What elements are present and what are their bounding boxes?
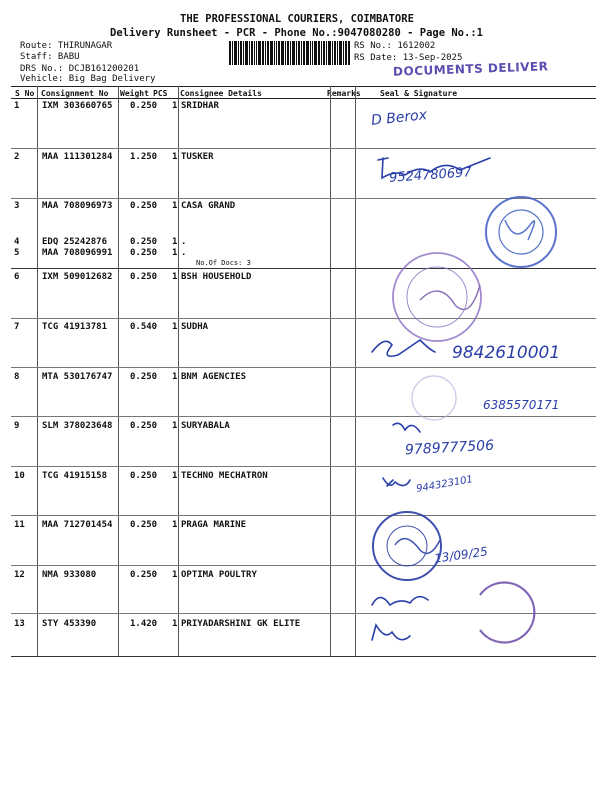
rs-number: RS No.: 1612002 <box>354 41 436 51</box>
praga-marine-stamp <box>373 512 441 580</box>
row-pcs: 1 <box>172 322 178 332</box>
signature-row12 <box>372 597 428 605</box>
bsh-stamp <box>393 253 481 341</box>
handwritten-phone-row7: 9842610001 <box>452 343 561 363</box>
optima-stamp <box>480 583 534 643</box>
row-sno: 5 <box>14 248 20 258</box>
row-consignee: SURYABALA <box>181 421 230 431</box>
row-consignee: OPTIMA POULTRY <box>181 570 257 580</box>
row-pcs: 1 <box>172 152 178 162</box>
row-consignment: SLM 378023648 <box>42 421 113 431</box>
row-weight: 0.250 <box>130 570 158 580</box>
row-pcs: 1 <box>172 619 178 629</box>
row-sno: 4 <box>14 237 20 247</box>
row-sno: 6 <box>14 272 20 282</box>
handwritten-phone-row9: 9789777506 <box>404 437 495 459</box>
row-pcs: 1 <box>172 372 178 382</box>
signature-row10 <box>383 478 410 486</box>
row-consignee: SUDHA <box>181 322 209 332</box>
row-weight: 1.250 <box>130 152 158 162</box>
handwritten-date-row11: 13/09/25 <box>433 544 489 566</box>
col-pcs: PCS <box>153 89 168 98</box>
row-sno: 10 <box>14 471 25 481</box>
row-sno: 2 <box>14 152 20 162</box>
row-consignment: IXM 509012682 <box>42 272 113 282</box>
staff-label: Staff: BABU <box>20 52 80 62</box>
vehicle-label: Vehicle: Big Bag Delivery <box>20 74 156 84</box>
handwritten-signature-row1: D Berox <box>370 107 428 129</box>
row-weight: 0.250 <box>130 471 158 481</box>
handwritten-phone-row10: 944323101 <box>415 474 474 495</box>
casa-grand-stamp <box>486 197 556 267</box>
row-sno: 11 <box>14 520 25 530</box>
row-sno: 13 <box>14 619 25 629</box>
signature-row9 <box>393 423 420 432</box>
row-pcs: 1 <box>172 520 178 530</box>
row-weight: 0.250 <box>130 201 158 211</box>
signature-row13 <box>372 625 410 640</box>
row-consignment: MTA 530176747 <box>42 372 113 382</box>
col-consignee: Consignee Details <box>180 89 262 98</box>
row-consignment: IXM 303660765 <box>42 101 113 111</box>
row-pcs: 1 <box>172 421 178 431</box>
row-weight: 0.250 <box>130 101 158 111</box>
row-pcs: 1 <box>172 570 178 580</box>
signature-row7 <box>372 340 435 356</box>
row-consignment: MAA 111301284 <box>42 152 113 162</box>
row-sno: 7 <box>14 322 20 332</box>
row-consignment: MAA 708096991 <box>42 248 113 258</box>
route-label: Route: THIRUNAGAR <box>20 41 113 51</box>
row-weight: 1.420 <box>130 619 158 629</box>
row-weight: 0.250 <box>130 421 158 431</box>
handwritten-phone-row2: 9524780697 <box>388 165 473 186</box>
row-sno: 8 <box>14 372 20 382</box>
row-pcs: 1 <box>172 201 178 211</box>
row-consignee: TUSKER <box>181 152 214 162</box>
drs-number: DRS No.: DCJB161200201 <box>20 64 140 74</box>
row-consignment: MAA 708096973 <box>42 201 113 211</box>
row-consignee: CASA GRAND <box>181 201 236 211</box>
row-consignment: TCG 41915158 <box>42 471 108 481</box>
col-consignment: Consignment No <box>41 89 109 98</box>
row-consignment: EDQ 25242876 <box>42 237 108 247</box>
row-pcs: 1 <box>172 101 178 111</box>
row-sno: 1 <box>14 101 20 111</box>
row-consignment: NMA 933080 <box>42 570 97 580</box>
row-weight: 0.250 <box>130 248 158 258</box>
no-of-docs: No.Of Docs: 3 <box>196 259 251 267</box>
row-weight: 0.250 <box>130 520 158 530</box>
row-weight: 0.250 <box>130 237 158 247</box>
runsheet-subtitle: Delivery Runsheet - PCR - Phone No.:9047080280 - Page No.:1 <box>110 27 483 39</box>
row-consignee: BSH HOUSEHOLD <box>181 272 252 282</box>
row-consignee: . <box>181 248 187 258</box>
documents-delivered-stamp: DOCUMENTS DELIVER <box>392 59 549 79</box>
col-remarks: Remarks <box>327 89 361 98</box>
bnm-stamp <box>412 376 456 420</box>
row-consignee: PRIYADARSHINI GK ELITE <box>181 619 301 629</box>
row-consignee: . <box>181 237 187 247</box>
col-sno: S No <box>15 89 35 98</box>
row-pcs: 1 <box>172 272 178 282</box>
row-sno: 3 <box>14 201 20 211</box>
handwritten-phone-row8: 6385570171 <box>483 398 560 412</box>
rs-date: RS Date: 13-Sep-2025 <box>354 53 463 63</box>
row-weight: 0.540 <box>130 322 158 332</box>
row-consignee: PRAGA MARINE <box>181 520 247 530</box>
row-pcs: 1 <box>172 248 178 258</box>
col-weight: Weight <box>120 89 149 98</box>
row-consignee: TECHNO MECHATRON <box>181 471 268 481</box>
row-sno: 9 <box>14 421 20 431</box>
row-weight: 0.250 <box>130 272 158 282</box>
row-consignment: TCG 41913781 <box>42 322 108 332</box>
row-sno: 12 <box>14 570 25 580</box>
row-weight: 0.250 <box>130 372 158 382</box>
row-pcs: 1 <box>172 237 178 247</box>
row-consignee: BNM AGENCIES <box>181 372 247 382</box>
row-consignment: MAA 712701454 <box>42 520 113 530</box>
row-pcs: 1 <box>172 471 178 481</box>
row-consignment: STY 453390 <box>42 619 97 629</box>
col-seal: Seal & Signature <box>380 89 458 98</box>
company-title: THE PROFESSIONAL COURIERS, COIMBATORE <box>180 13 414 25</box>
row-consignee: SRIDHAR <box>181 101 219 111</box>
